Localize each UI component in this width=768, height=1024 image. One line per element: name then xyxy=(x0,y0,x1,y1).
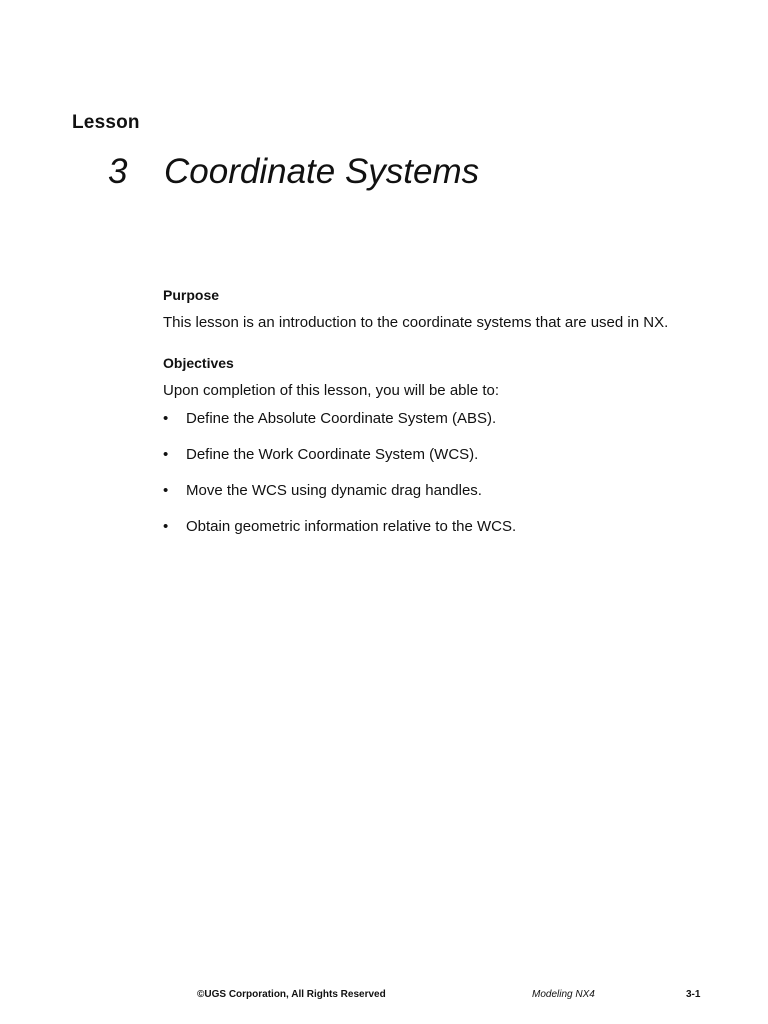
footer-page-number: 3-1 xyxy=(686,989,701,1000)
footer-copyright: ©UGS Corporation, All Rights Reserved xyxy=(197,989,386,1000)
chapter-title-text: Coordinate Systems xyxy=(164,152,480,191)
objective-text: Move the WCS using dynamic drag handles. xyxy=(186,482,482,499)
objective-text: Define the Work Coordinate System (WCS). xyxy=(186,446,479,463)
purpose-text: This lesson is an introduction to the coordinate systems that are used in NX. xyxy=(163,314,669,331)
objective-text: Define the Absolute Coordinate System (ABS). xyxy=(186,410,497,427)
bullet-icon: • xyxy=(163,410,169,427)
lesson-label: Lesson xyxy=(72,112,140,133)
objective-item xyxy=(163,445,723,465)
bullet-icon: • xyxy=(163,446,169,463)
page-footer xyxy=(0,989,768,1005)
objectives-heading: Objectives xyxy=(163,355,234,371)
lesson-content xyxy=(163,285,723,553)
chapter-title xyxy=(108,152,479,192)
chapter-number: 3 xyxy=(108,152,128,191)
objective-item xyxy=(163,481,723,501)
bullet-icon: • xyxy=(163,518,169,535)
objective-item xyxy=(163,517,723,537)
objective-text: Obtain geometric information relative to the WCS. xyxy=(186,518,517,535)
footer-product: Modeling NX4 xyxy=(532,989,595,1000)
bullet-icon: • xyxy=(163,482,169,499)
objectives-intro: Upon completion of this lesson, you will be able to: xyxy=(163,382,500,399)
objective-item xyxy=(163,409,723,429)
objectives-list xyxy=(163,409,723,537)
purpose-heading: Purpose xyxy=(163,287,220,303)
